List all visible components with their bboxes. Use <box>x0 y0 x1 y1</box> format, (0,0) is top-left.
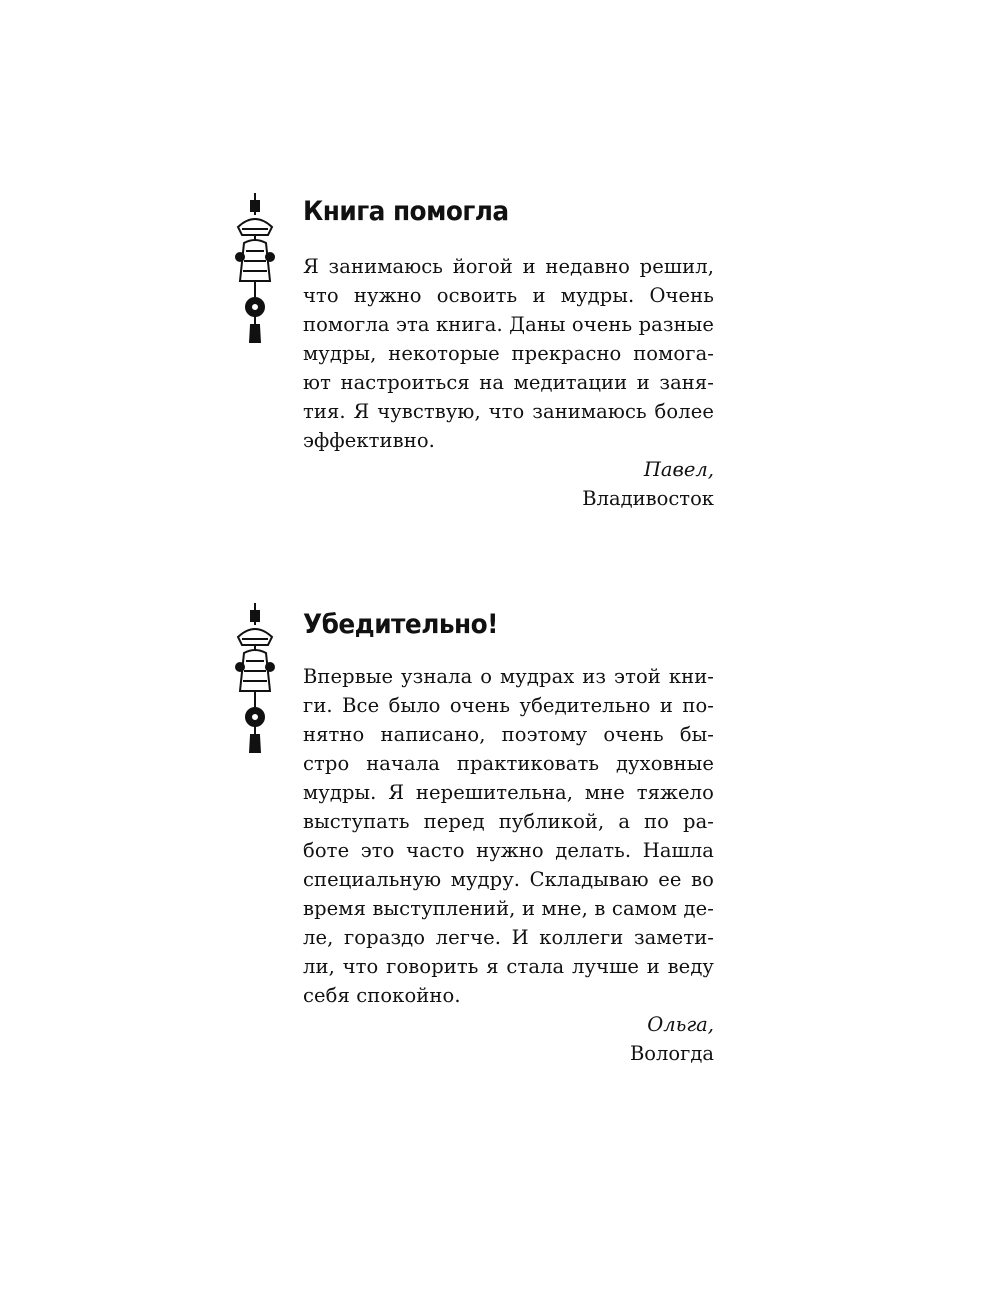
review-text-line: время выступлений, и мне, в самом де- <box>303 897 714 920</box>
review-text-line: нятно написано, поэтому очень бы- <box>303 723 714 746</box>
review-city: Вологда <box>629 1042 714 1065</box>
review-text-line: Впервые узнала о мудрах из этой кни- <box>303 665 714 688</box>
review-title: Книга помогла <box>303 196 509 227</box>
review-text-line: помогла эта книга. Даны очень разные <box>303 313 714 336</box>
review-text-line: что нужно освоить и мудры. Очень <box>303 284 714 307</box>
review-text-line: выступать перед публикой, а по ра- <box>303 810 714 833</box>
review-text-line: мудры. Я нерешительна, мне тяжело <box>303 781 714 804</box>
review-title: Убедительно! <box>303 609 498 640</box>
review-author: Павел, <box>643 458 714 481</box>
review-city: Владивосток <box>582 487 714 510</box>
review-author: Ольга, <box>647 1013 714 1036</box>
review-text-line: эффективно. <box>303 429 435 452</box>
review-text-line: ли, что говорить я стала лучше и веду <box>303 955 714 978</box>
review-text-line: боте это часто нужно делать. Нашла <box>303 839 714 862</box>
review-text-line: ют настроиться на медитации и заня- <box>303 371 714 394</box>
hanging-bell-ornament-icon <box>232 193 278 343</box>
hanging-bell-ornament-icon <box>232 603 278 753</box>
review-text-line: себя спокойно. <box>303 984 461 1007</box>
review-text-line: специальную мудру. Складываю ее во <box>303 868 714 891</box>
review-text-line: Я занимаюсь йогой и недавно решил, <box>303 255 714 278</box>
review-text-line: ле, гораздо легче. И коллеги замети- <box>303 926 714 949</box>
review-text-line: мудры, некоторые прекрасно помога- <box>303 342 714 365</box>
review-text-line: стро начала практиковать духовные <box>303 752 714 775</box>
review-text-line: ги. Все было очень убедительно и по- <box>303 694 714 717</box>
review-text-line: тия. Я чувствую, что занимаюсь более <box>303 400 714 423</box>
